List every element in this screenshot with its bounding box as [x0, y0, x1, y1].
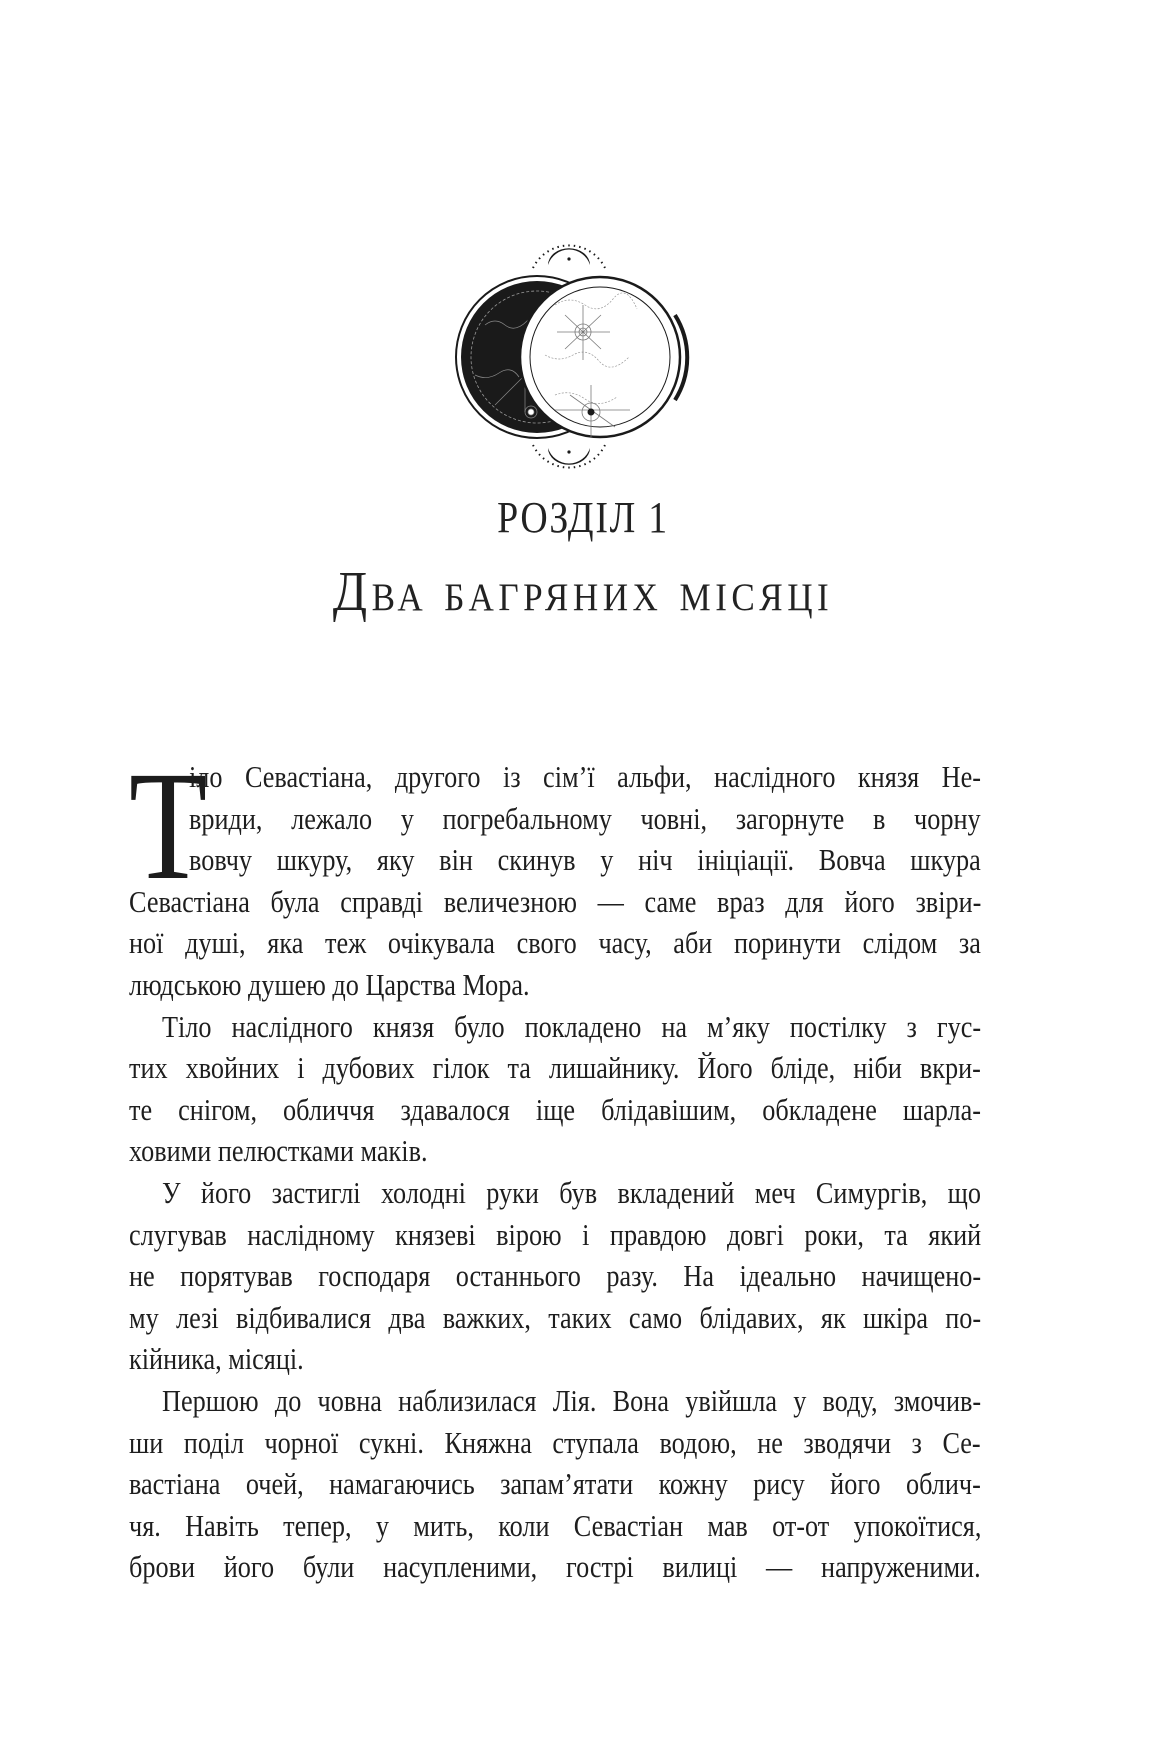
line-text: му лезі відбивалися два важких, таких само блідавих, як шкіра по- — [129, 1300, 982, 1335]
chapter-title: Два багряних місяці — [332, 561, 834, 623]
line-text: чя. Навіть тепер, у мить, коли Севастіан мав от-от упокоїтися, — [129, 1508, 982, 1543]
line-text: кійника, місяці. — [129, 1342, 304, 1377]
text-line — [129, 1506, 981, 1548]
line-text: вастіана очей, намагаючись запам’ятати кожну рису його облич- — [129, 1467, 981, 1502]
chapter-body — [129, 739, 982, 1589]
line-text: людською душею до Царства Мора. — [129, 967, 530, 1002]
text-line — [129, 1381, 981, 1423]
line-text: Тіло наслідного князя було покладено на м’яку постілку з гус- — [162, 1009, 982, 1044]
text-line — [129, 1547, 981, 1589]
text-line — [129, 1215, 981, 1257]
line-text: Севастіана була справді величезною — саме враз для його звіри- — [129, 884, 982, 919]
line-text: вриди, лежало у погребальному човні, загорнуте в чорну — [189, 801, 981, 836]
line-text: те снігом, обличчя здавалося іще блідавішим, обкладене шарла- — [129, 1092, 981, 1127]
text-line — [129, 1007, 981, 1049]
text-line — [129, 1131, 981, 1173]
line-text: ховими пелюстками маків. — [129, 1134, 428, 1169]
text-line — [129, 1173, 981, 1215]
text-line — [129, 1256, 981, 1298]
text-line — [129, 882, 981, 924]
line-text: слугував наслідному князеві вірою і правдою довгі роки, та який — [129, 1217, 982, 1252]
text-line — [129, 1048, 981, 1090]
drop-cap: Т — [129, 739, 208, 912]
text-line — [129, 1423, 981, 1465]
line-text: У його застиглі холодні руки був вкладений меч Симургів, що — [162, 1175, 981, 1210]
text-line — [129, 840, 981, 882]
text-line — [129, 1298, 981, 1340]
line-text: не порятував господаря останнього разу. На ідеально начищено- — [129, 1259, 982, 1294]
line-text: тих хвойних і дубових гілок та лишайнику. Його бліде, ніби вкри- — [129, 1051, 981, 1086]
chapter-number: РОЗДІЛ 1 — [497, 493, 669, 542]
line-text: брови його були насупленими, гострі вилиці — напруженими. — [129, 1550, 981, 1585]
text-line — [129, 757, 981, 799]
line-text: ши поділ чорної сукні. Княжна ступала водою, не зводячи з Се- — [129, 1425, 981, 1460]
line-text: Першою до човна наблизилася Лія. Вона увійшла у воду, змочив- — [162, 1383, 982, 1418]
text-line — [129, 1464, 981, 1506]
text-line — [129, 1339, 981, 1381]
line-text: іло Севастіана, другого із сім’ї альфи, наслідного князя Не- — [189, 760, 981, 794]
twin-moons-emblem-icon — [405, 205, 765, 470]
text-line — [129, 799, 981, 841]
line-text: ної душі, яка теж очікувала свого часу, аби поринути слідом за — [129, 926, 981, 961]
line-text: вовчу шкуру, яку він скинув у ніч ініціації. Вовча шкура — [189, 843, 981, 878]
text-line — [129, 923, 981, 965]
text-line — [129, 965, 981, 1007]
text-line — [129, 1090, 981, 1132]
